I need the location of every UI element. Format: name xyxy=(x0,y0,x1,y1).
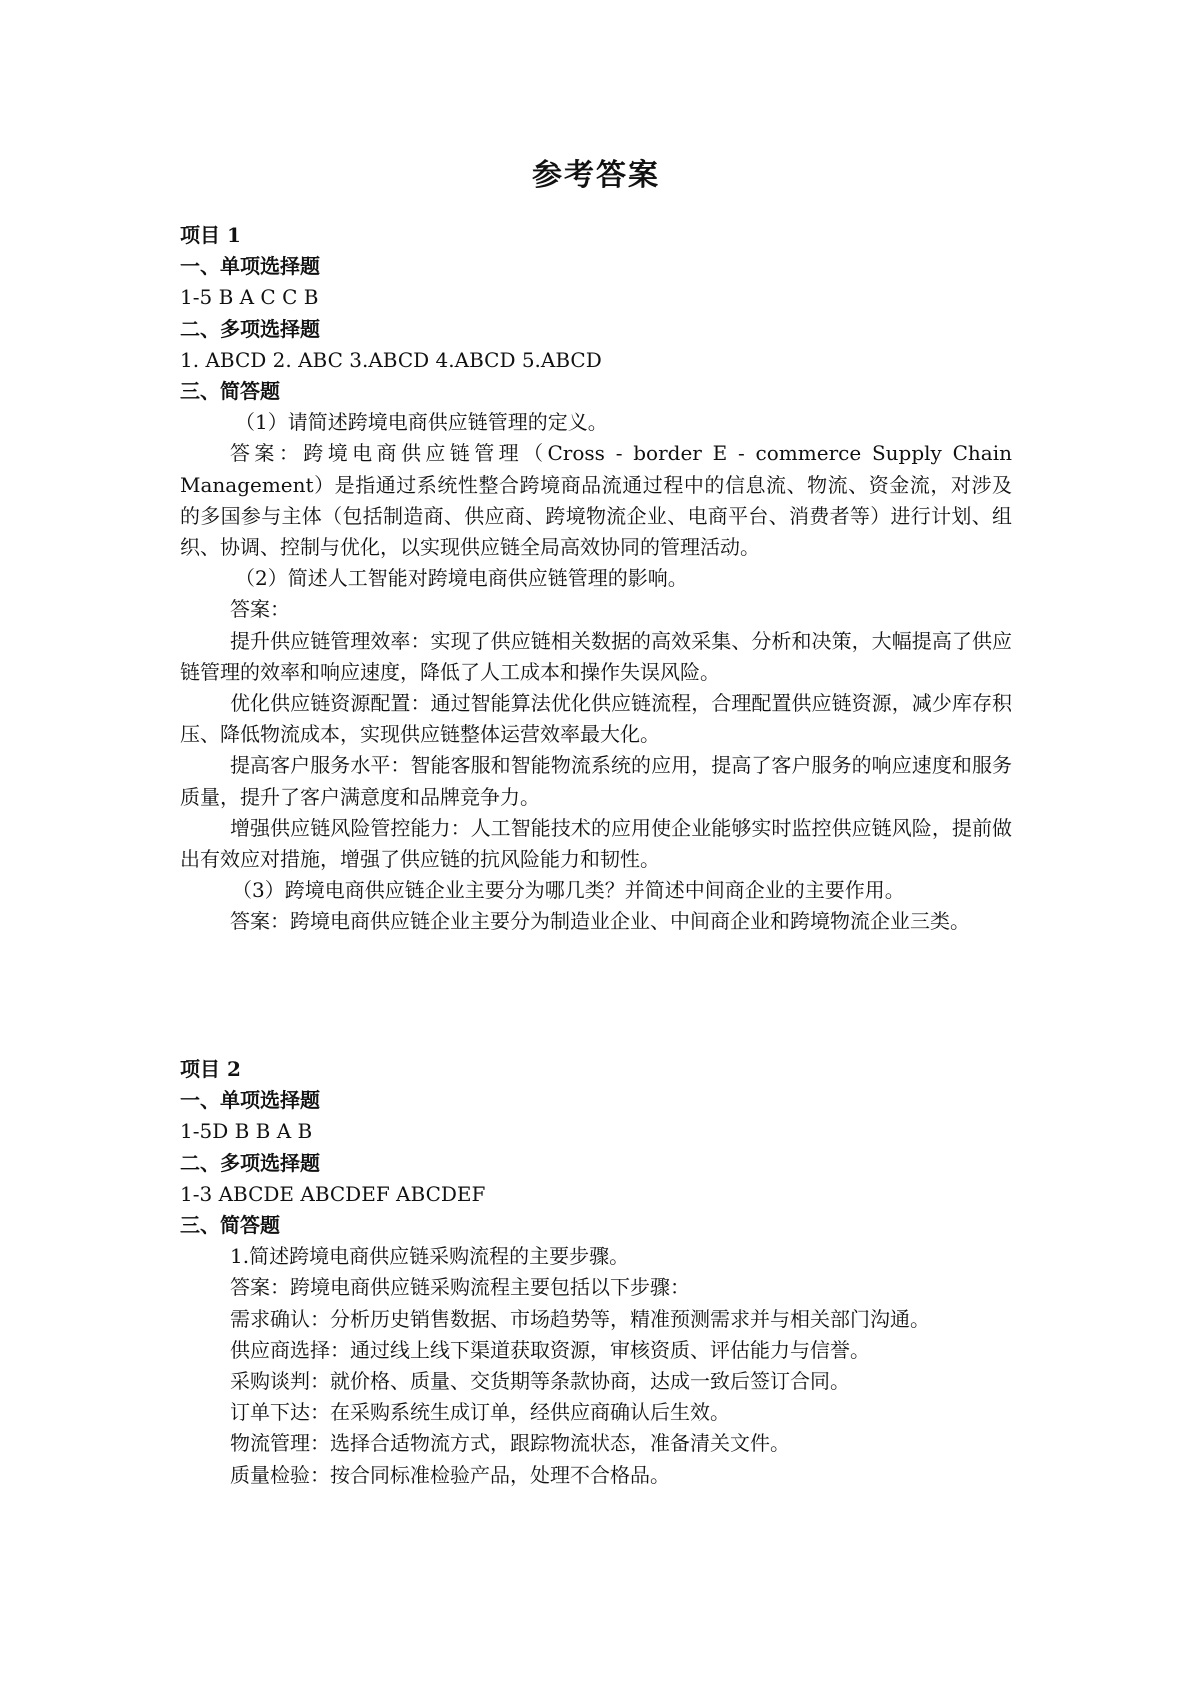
answer-1: 答案：跨境电商供应链管理（Cross - border E - commerce Supply Chain Management）是指通过系统性整合跨境商品流通过程中的信息流、物流、资金流，对涉及的多国参与主体（包括制造商、供应商、跨境物流企业、电商平台、消费者等）进行计划、组织、协调、控制与优化，以实现供应链全局高效协同的管理活动。 xyxy=(180,441,1012,559)
answer-2-point: 优化供应链资源配置：通过智能算法优化供应链流程，合理配置供应链资源，减少库存积压、降低物流成本，实现供应链整体运营效率最大化。 xyxy=(180,690,1012,747)
question-1: （1）请简述跨境电商供应链管理的定义。 xyxy=(235,410,608,435)
page-title: 参考答案 xyxy=(532,158,660,193)
answer-1-step: 物流管理：选择合适物流方式，跟踪物流状态，准备清关文件。 xyxy=(230,1431,790,1456)
answer-3: 答案：跨境电商供应链企业主要分为制造业企业、中间商企业和跨境物流企业三类。 xyxy=(230,909,970,934)
answer-2-label: 答案： xyxy=(230,597,290,622)
answer-2-point: 提高客户服务水平：智能客服和智能物流系统的应用，提高了客户服务的响应速度和服务质量，提升了客户满意度和品牌竞争力。 xyxy=(180,753,1012,809)
short-answer-heading: 三、简答题 xyxy=(180,1212,280,1237)
question-2: （2）简述人工智能对跨境电商供应链管理的影响。 xyxy=(235,566,688,591)
multi-choice-heading: 二、多项选择题 xyxy=(180,316,320,341)
multi-choice-heading: 二、多项选择题 xyxy=(180,1150,320,1175)
single-choice-answers: 1-5 B A C C B xyxy=(180,285,319,310)
multi-choice-answers: 1-3 ABCDE ABCDEF ABCDEF xyxy=(180,1181,486,1206)
project-1-section xyxy=(180,220,1012,938)
answer-1-step: 采购谈判：就价格、质量、交货期等条款协商，达成一致后签订合同。 xyxy=(230,1368,850,1393)
single-choice-heading: 一、单项选择题 xyxy=(180,1088,320,1113)
answer-1-intro: 答案：跨境电商供应链采购流程主要包括以下步骤： xyxy=(230,1275,690,1300)
single-choice-answers: 1-5D B B A B xyxy=(180,1119,313,1144)
answer-1-step: 订单下达：在采购系统生成订单，经供应商确认后生效。 xyxy=(230,1400,730,1425)
answer-2-point: 提升供应链管理效率：实现了供应链相关数据的高效采集、分析和决策，大幅提高了供应链管理的效率和响应速度，降低了人工成本和操作失误风险。 xyxy=(180,628,1012,684)
project-2-section xyxy=(180,1054,1012,1491)
answer-1-step: 供应商选择：通过线上线下渠道获取资源，审核资质、评估能力与信誉。 xyxy=(230,1337,870,1362)
answer-1-step: 质量检验：按合同标准检验产品，处理不合格品。 xyxy=(230,1462,670,1487)
single-choice-heading: 一、单项选择题 xyxy=(180,254,320,279)
project-1-heading: 项目 1 xyxy=(180,223,241,247)
short-answer-heading: 三、简答题 xyxy=(180,378,280,403)
answer-2-point: 增强供应链风险管控能力：人工智能技术的应用使企业能够实时监控供应链风险，提前做出有效应对措施，增强了供应链的抗风险能力和韧性。 xyxy=(180,815,1012,871)
question-3: （3）跨境电商供应链企业主要分为哪几类？并简述中间商企业的主要作用。 xyxy=(232,878,905,903)
multi-choice-answers: 1. ABCD 2. ABC 3.ABCD 4.ABCD 5.ABCD xyxy=(180,347,602,372)
answer-1-paragraph: 需求确认：分析历史销售数据、市场趋势等，精准预测需求并与相关部门沟通。 xyxy=(230,1306,930,1331)
question-1: 1.简述跨境电商供应链采购流程的主要步骤。 xyxy=(230,1244,630,1269)
project-2-heading: 项目 2 xyxy=(180,1057,241,1081)
